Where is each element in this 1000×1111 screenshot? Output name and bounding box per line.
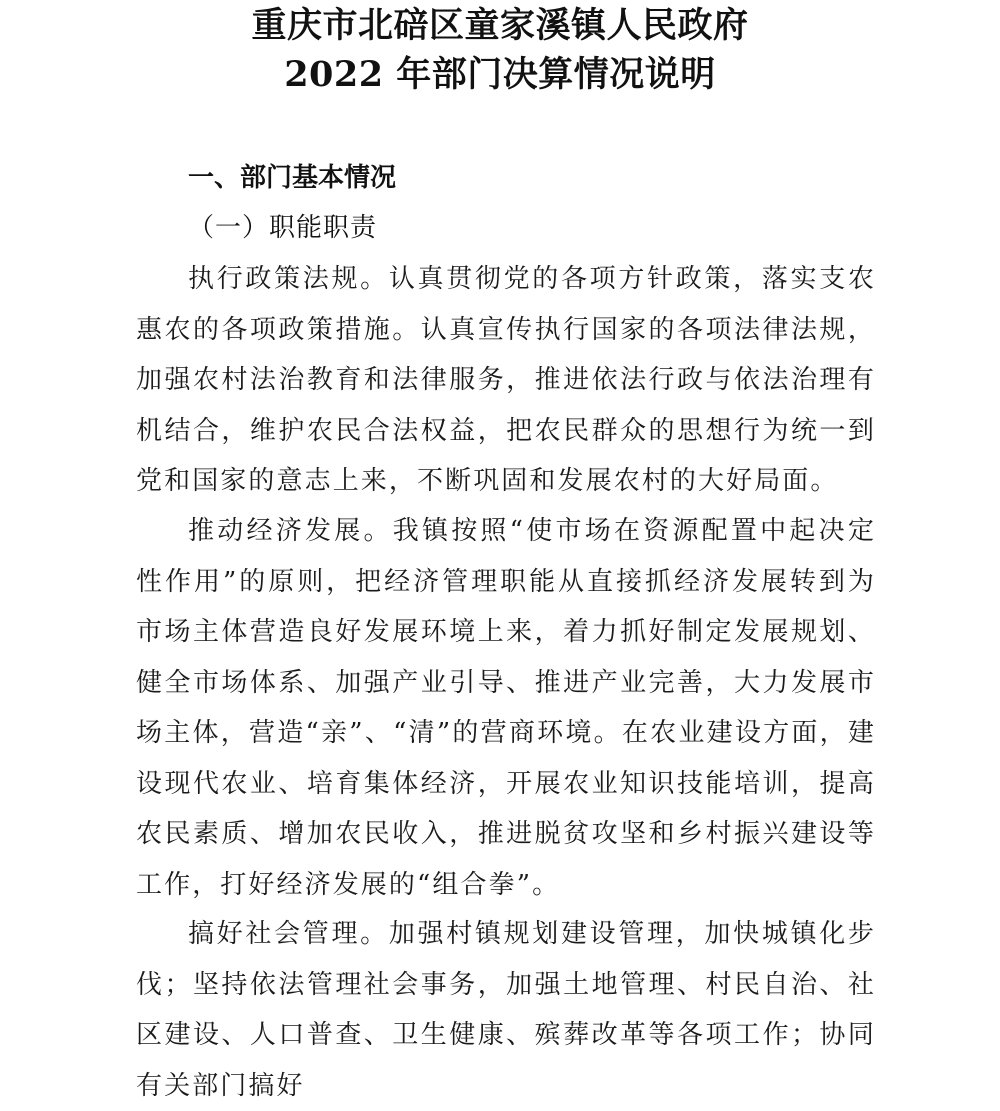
paragraph-policy: 执行政策法规。认真贯彻党的各项方针政策，落实支农惠农的各项政策措施。认真宣传执行国家的各项法律法规，加强农村法治教育和法律服务，推进依法行政与依法治理有机结合，维护农民合法权益，把农民群众的思想行为统一到党和国家的意志上来，不断巩固和发展农村的大好局面。	[136, 264, 876, 496]
document-title-line-2: 2022 年部门决算情况说明	[284, 54, 716, 95]
subsection-heading: （一）职能职责	[188, 213, 378, 243]
paragraph-social-management: 搞好社会管理。加强村镇规划建设管理，加快城镇化步伐；坚持依法管理社会事务，加强土地管理、村民自治、社区建设、人口普查、卫生健康、殡葬改革等各项工作；协同有关部门搞好	[136, 919, 876, 1101]
section-heading: 一、部门基本情况	[188, 163, 397, 193]
paragraph-economy: 推动经济发展。我镇按照“使市场在资源配置中起决定性作用”的原则，把经济管理职能从直接抓经济发展转到为市场主体营造良好发展环境上来，着力抓好制定发展规划、健全市场体系、加强产业引导、推进产业完善，大力发展市场主体，营造“亲”、“清”的营商环境。在农业建设方面，建设现代农业、培育集体经济，开展农业知识技能培训，提高农民素质、增加农民收入，推进脱贫攻坚和乡村振兴建设等工作，打好经济发展的“组合拳”。	[136, 516, 876, 900]
document-title-line-1: 重庆市北碚区童家溪镇人民政府	[251, 5, 749, 46]
